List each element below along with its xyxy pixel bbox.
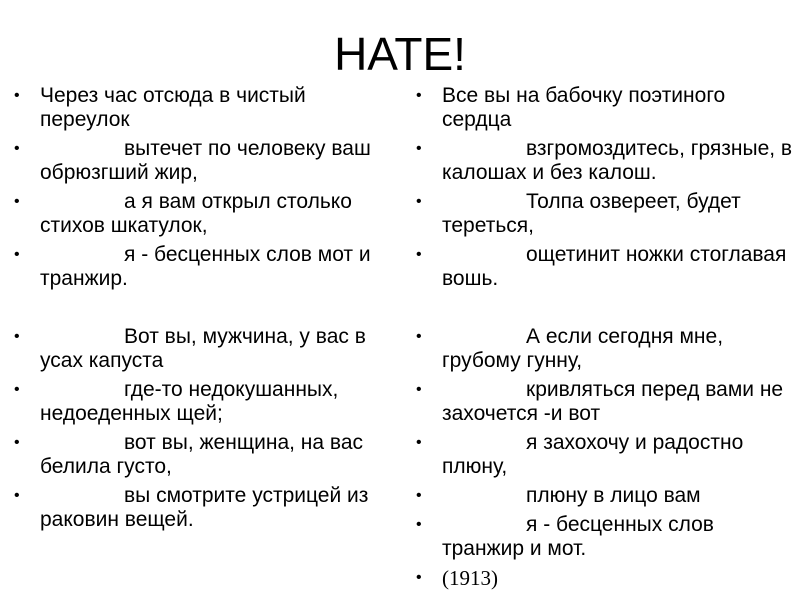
poem-line [416,566,800,591]
line-rest: транжир и мот. [442,537,587,560]
line-first: А если сегодня мне, [526,325,724,348]
line-rest: столько стихов шкатулок, [40,190,352,237]
bullet-icon: • [14,193,20,210]
poem-year: (1913) [442,566,498,590]
bullet-icon: • [14,381,20,398]
line-rest: недоеденных щей; [40,402,223,425]
line-first: ощетинит ножки [526,243,684,266]
poem-line [416,190,800,238]
line-rest: вас в усах капуста [40,325,366,372]
line-first: взгромоздитесь, [526,137,685,160]
line-first: кривляться перед [526,378,700,401]
line-first: Вот вы, мужчина, у [124,325,310,348]
bullet-icon: • [416,246,422,263]
poem-line [416,84,800,132]
poem-line [416,325,800,373]
poem-line [416,431,800,479]
line-first: я - бесценных слов [526,513,714,536]
bullet-icon: • [416,87,422,104]
poem-line [14,484,394,532]
bullet-icon: • [416,140,422,157]
bullet-icon: • [416,487,422,504]
poem-line [416,378,800,426]
bullet-icon: • [14,328,20,345]
poem-line [416,137,800,185]
line-first: а я вам открыл [124,190,271,213]
poem-line [14,325,394,373]
line-first: вы смотрите [124,484,247,507]
line-rest: грязные, в калошах и без калош. [442,137,793,184]
line-first: плюну в лицо вам [526,484,701,507]
line-rest: переулок [40,108,130,131]
line-rest: мот и транжир. [40,243,371,290]
line-rest: радостно плюну, [442,431,744,478]
line-first: Толпа озвереет, [526,190,681,213]
poem-left-column [14,84,394,537]
poem-line [416,484,800,508]
line-rest: вас белила густо, [40,431,364,478]
poem-line [14,190,394,238]
slide-title: НАТЕ! [334,28,466,80]
poem-line [14,431,394,479]
bullet-icon: • [416,516,422,533]
poem-right-column [416,84,800,596]
line-first: Через час отсюда в чистый [40,84,306,107]
poem-line [14,137,394,185]
line-first: я - бесценных слов [124,243,312,266]
bullet-icon: • [14,140,20,157]
line-rest: будет тереться, [442,190,741,237]
bullet-icon: • [416,381,422,398]
line-first: вытечет по человеку [124,137,326,160]
line-rest: грубому гунну, [442,349,583,372]
stanza-gap [14,296,394,320]
line-rest: устрицей из раковин вещей. [40,484,369,531]
poem-line [14,243,394,291]
bullet-icon: • [416,569,422,586]
line-rest: сердца [442,108,512,131]
bullet-icon: • [416,434,422,451]
bullet-icon: • [416,328,422,345]
line-first: я захохочу и [526,431,647,454]
poem-line [14,378,394,426]
line-rest: вами не захочется -и вот [442,378,784,425]
line-first: вот вы, женщина, на [124,431,325,454]
poem-line [14,84,394,132]
line-first: где-то недокушанных, [124,378,339,401]
bullet-icon: • [14,434,20,451]
bullet-icon: • [14,487,20,504]
bullet-icon: • [416,193,422,210]
line-first: Все вы на бабочку поэтиного [442,84,726,107]
stanza-gap [416,296,800,320]
bullet-icon: • [14,87,20,104]
bullet-icon: • [14,246,20,263]
line-rest: стоглавая вошь. [442,243,787,290]
line-rest: ваш обрюзгший жир, [40,137,371,184]
poem-line [416,243,800,291]
poem-line [416,513,800,561]
